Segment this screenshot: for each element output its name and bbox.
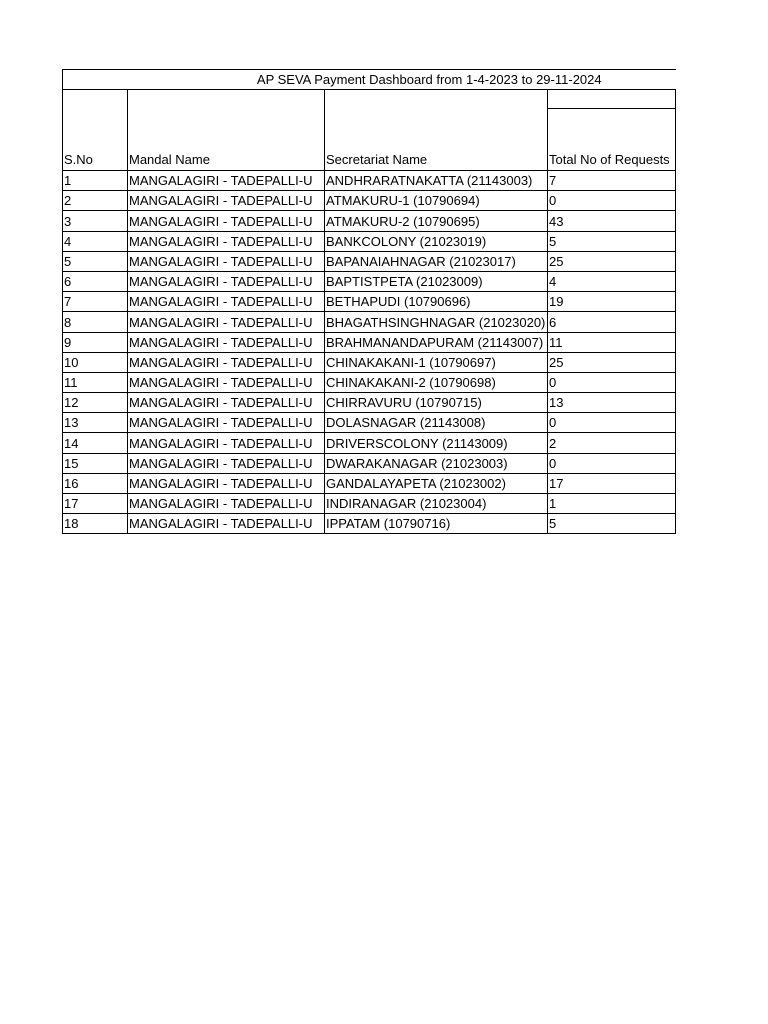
cell-secretariat-name: INDIRANAGAR (21023004) bbox=[325, 494, 548, 514]
cell-total-requests: 13 bbox=[548, 393, 676, 413]
cell-mandal-name: MANGALAGIRI - TADEPALLI-U bbox=[128, 271, 325, 291]
cell-total-requests: 2 bbox=[548, 433, 676, 453]
cell-mandal-name: MANGALAGIRI - TADEPALLI-U bbox=[128, 312, 325, 332]
header-secretariat-name: Secretariat Name bbox=[325, 90, 548, 171]
table-row bbox=[63, 433, 676, 453]
table-row bbox=[63, 372, 676, 392]
table-row bbox=[63, 271, 676, 291]
cell-sno: 9 bbox=[63, 332, 128, 352]
cell-sno: 16 bbox=[63, 473, 128, 493]
cell-secretariat-name: BAPTISTPETA (21023009) bbox=[325, 271, 548, 291]
header-total-requests: Total No of Requests bbox=[549, 152, 670, 167]
cell-sno: 14 bbox=[63, 433, 128, 453]
cell-mandal-name: MANGALAGIRI - TADEPALLI-U bbox=[128, 211, 325, 231]
cell-total-requests: 0 bbox=[548, 372, 676, 392]
table-row bbox=[63, 171, 676, 191]
cell-sno: 6 bbox=[63, 271, 128, 291]
cell-total-requests: 11 bbox=[548, 332, 676, 352]
cell-mandal-name: MANGALAGIRI - TADEPALLI-U bbox=[128, 292, 325, 312]
table-row bbox=[63, 211, 676, 231]
cell-sno: 11 bbox=[63, 372, 128, 392]
table-row bbox=[63, 473, 676, 493]
cell-secretariat-name: ANDHRARATNAKATTA (21143003) bbox=[325, 171, 548, 191]
cell-mandal-name: MANGALAGIRI - TADEPALLI-U bbox=[128, 171, 325, 191]
table-row bbox=[63, 231, 676, 251]
cell-secretariat-name: BRAHMANANDAPURAM (21143007) bbox=[325, 332, 548, 352]
cell-mandal-name: MANGALAGIRI - TADEPALLI-U bbox=[128, 352, 325, 372]
table-row bbox=[63, 453, 676, 473]
cell-total-requests: 25 bbox=[548, 251, 676, 271]
cell-total-requests: 7 bbox=[548, 171, 676, 191]
cell-mandal-name: MANGALAGIRI - TADEPALLI-U bbox=[128, 494, 325, 514]
table-row bbox=[63, 332, 676, 352]
header-row bbox=[63, 90, 676, 171]
cell-mandal-name: MANGALAGIRI - TADEPALLI-U bbox=[128, 332, 325, 352]
table-row bbox=[63, 352, 676, 372]
table-row bbox=[63, 191, 676, 211]
table-row bbox=[63, 413, 676, 433]
cell-total-requests: 4 bbox=[548, 271, 676, 291]
cell-mandal-name: MANGALAGIRI - TADEPALLI-U bbox=[128, 231, 325, 251]
cell-sno: 4 bbox=[63, 231, 128, 251]
cell-total-requests: 19 bbox=[548, 292, 676, 312]
cell-total-requests: 6 bbox=[548, 312, 676, 332]
cell-total-requests: 43 bbox=[548, 211, 676, 231]
cell-mandal-name: MANGALAGIRI - TADEPALLI-U bbox=[128, 514, 325, 534]
cell-sno: 5 bbox=[63, 251, 128, 271]
cell-secretariat-name: BAPANAIAHNAGAR (21023017) bbox=[325, 251, 548, 271]
cell-sno: 1 bbox=[63, 171, 128, 191]
header-sno: S.No bbox=[63, 90, 128, 171]
cell-mandal-name: MANGALAGIRI - TADEPALLI-U bbox=[128, 372, 325, 392]
cell-secretariat-name: DOLASNAGAR (21143008) bbox=[325, 413, 548, 433]
cell-secretariat-name: BHAGATHSINGHNAGAR (21023020) bbox=[325, 312, 548, 332]
cell-secretariat-name: DRIVERSCOLONY (21143009) bbox=[325, 433, 548, 453]
cell-secretariat-name: GANDALAYAPETA (21023002) bbox=[325, 473, 548, 493]
cell-sno: 12 bbox=[63, 393, 128, 413]
cell-secretariat-name: IPPATAM (10790716) bbox=[325, 514, 548, 534]
cell-total-requests: 25 bbox=[548, 352, 676, 372]
cell-secretariat-name: DWARAKANAGAR (21023003) bbox=[325, 453, 548, 473]
cell-secretariat-name: BANKCOLONY (21023019) bbox=[325, 231, 548, 251]
cell-secretariat-name: BETHAPUDI (10790696) bbox=[325, 292, 548, 312]
cell-sno: 17 bbox=[63, 494, 128, 514]
cell-sno: 13 bbox=[63, 413, 128, 433]
cell-secretariat-name: ATMAKURU-1 (10790694) bbox=[325, 191, 548, 211]
cell-total-requests: 0 bbox=[548, 413, 676, 433]
cell-mandal-name: MANGALAGIRI - TADEPALLI-U bbox=[128, 251, 325, 271]
cell-mandal-name: MANGALAGIRI - TADEPALLI-U bbox=[128, 413, 325, 433]
cell-total-requests: 5 bbox=[548, 231, 676, 251]
cell-sno: 7 bbox=[63, 292, 128, 312]
cell-total-requests: 0 bbox=[548, 191, 676, 211]
header-total-requests-cell bbox=[548, 90, 676, 171]
table-row bbox=[63, 393, 676, 413]
cell-mandal-name: MANGALAGIRI - TADEPALLI-U bbox=[128, 393, 325, 413]
cell-sno: 3 bbox=[63, 211, 128, 231]
cell-secretariat-name: CHINAKAKANI-2 (10790698) bbox=[325, 372, 548, 392]
table-row bbox=[63, 494, 676, 514]
header-group-block bbox=[548, 90, 675, 109]
header-mandal-name: Mandal Name bbox=[128, 90, 325, 171]
cell-sno: 15 bbox=[63, 453, 128, 473]
cell-total-requests: 0 bbox=[548, 453, 676, 473]
cell-sno: 2 bbox=[63, 191, 128, 211]
cell-mandal-name: MANGALAGIRI - TADEPALLI-U bbox=[128, 433, 325, 453]
cell-sno: 18 bbox=[63, 514, 128, 534]
dashboard-title: AP SEVA Payment Dashboard from 1-4-2023 to 29-11-2024 bbox=[63, 70, 676, 90]
title-row bbox=[63, 70, 676, 90]
cell-sno: 8 bbox=[63, 312, 128, 332]
cell-mandal-name: MANGALAGIRI - TADEPALLI-U bbox=[128, 453, 325, 473]
cell-mandal-name: MANGALAGIRI - TADEPALLI-U bbox=[128, 473, 325, 493]
cell-secretariat-name: CHINAKAKANI-1 (10790697) bbox=[325, 352, 548, 372]
cell-mandal-name: MANGALAGIRI - TADEPALLI-U bbox=[128, 191, 325, 211]
table-row bbox=[63, 292, 676, 312]
cell-secretariat-name: ATMAKURU-2 (10790695) bbox=[325, 211, 548, 231]
cell-total-requests: 5 bbox=[548, 514, 676, 534]
cell-total-requests: 1 bbox=[548, 494, 676, 514]
cell-secretariat-name: CHIRRAVURU (10790715) bbox=[325, 393, 548, 413]
table-row bbox=[63, 312, 676, 332]
cell-sno: 10 bbox=[63, 352, 128, 372]
cell-total-requests: 17 bbox=[548, 473, 676, 493]
table-row bbox=[63, 251, 676, 271]
table-row bbox=[63, 514, 676, 534]
payment-dashboard-table bbox=[62, 69, 676, 534]
